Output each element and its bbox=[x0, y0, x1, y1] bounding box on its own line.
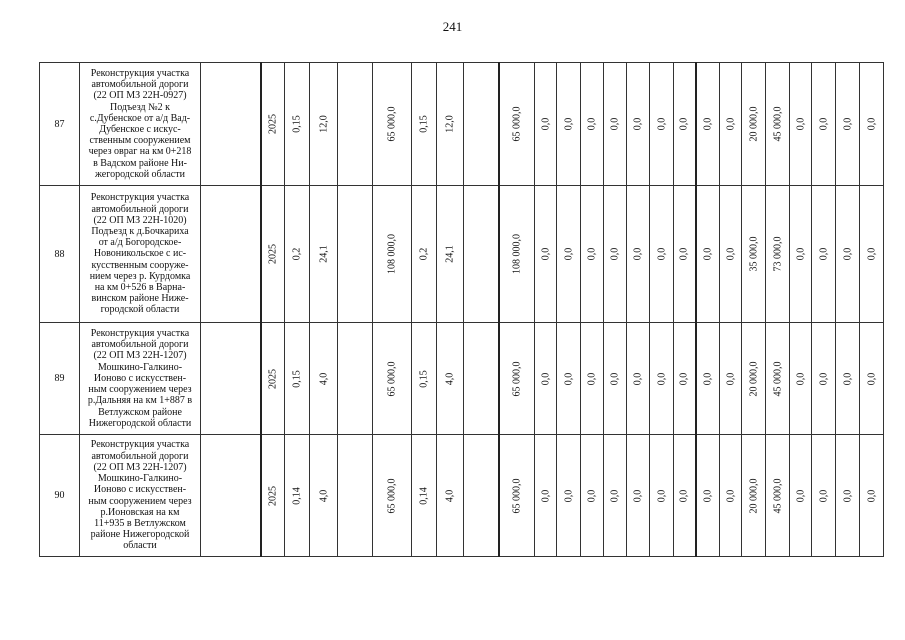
project-name-line: Мошкино-Галкино- bbox=[97, 361, 183, 373]
project-name bbox=[80, 435, 201, 557]
value-cell bbox=[627, 435, 650, 557]
project-name-line: (22 ОП МЗ 22Н-1020) bbox=[93, 214, 187, 226]
cell-value: 0,0 bbox=[725, 117, 736, 131]
value-cell bbox=[557, 186, 581, 323]
cell-value: 0,0 bbox=[586, 247, 598, 261]
value-cell bbox=[581, 435, 604, 557]
cell-value: 0,0 bbox=[540, 247, 551, 261]
cell-value: 0,0 bbox=[866, 372, 877, 385]
value-cell bbox=[464, 323, 499, 435]
value-cell bbox=[790, 186, 812, 323]
value-cell bbox=[338, 323, 373, 435]
row-number: 90 bbox=[40, 435, 80, 557]
cell-value: 12,0 bbox=[318, 115, 329, 133]
value-cell bbox=[742, 186, 766, 323]
value-cell bbox=[766, 63, 790, 186]
cell-value: 0,0 bbox=[702, 372, 714, 385]
project-name-line: Реконструкция участка bbox=[90, 192, 190, 204]
value-cell bbox=[373, 63, 412, 186]
cell-value: 0,0 bbox=[586, 489, 598, 502]
cell-value: 0,0 bbox=[842, 247, 853, 261]
cell-value: 45 000,0 bbox=[772, 478, 783, 513]
cell-value: 0,0 bbox=[842, 372, 853, 385]
cell-value: 0,0 bbox=[842, 117, 853, 131]
value-cell bbox=[464, 63, 499, 186]
project-name-line: ным сооружением через bbox=[88, 495, 192, 507]
cell-value: 4,0 bbox=[444, 372, 456, 385]
value-cell bbox=[604, 435, 627, 557]
cell-value: 0,0 bbox=[609, 372, 621, 385]
value-cell bbox=[261, 63, 285, 186]
table-row bbox=[40, 63, 884, 186]
value-cell bbox=[557, 323, 581, 435]
value-cell bbox=[604, 63, 627, 186]
cell-value: 0,14 bbox=[418, 486, 430, 505]
value-cell bbox=[581, 63, 604, 186]
project-name-line: Нижегородской области bbox=[88, 417, 192, 429]
value-cell bbox=[412, 63, 437, 186]
value-cell bbox=[766, 435, 790, 557]
cell-value: 35 000,0 bbox=[748, 236, 759, 272]
cell-value: 65 000,0 bbox=[511, 361, 523, 396]
value-cell bbox=[696, 435, 720, 557]
value-cell bbox=[499, 186, 535, 323]
project-name-line: Ионово с искусствен- bbox=[93, 372, 187, 384]
value-cell bbox=[860, 186, 884, 323]
value-cell bbox=[696, 186, 720, 323]
project-name-line: городской области bbox=[100, 304, 180, 316]
cell-value: 0,0 bbox=[866, 247, 877, 261]
project-name-line: кусственным сооруже- bbox=[91, 259, 189, 271]
cell-value: 0,0 bbox=[725, 247, 736, 261]
value-cell bbox=[338, 435, 373, 557]
project-name-line: автомобильной дороги bbox=[91, 79, 189, 91]
value-cell bbox=[790, 63, 812, 186]
value-cell bbox=[650, 435, 674, 557]
value-cell bbox=[437, 63, 464, 186]
cell-value: 0,0 bbox=[725, 372, 736, 385]
value-cell bbox=[860, 323, 884, 435]
project-name-line: Реконструкция участка bbox=[90, 439, 190, 451]
value-cell bbox=[285, 323, 310, 435]
cell-value: 0,15 bbox=[418, 115, 430, 133]
value-cell bbox=[557, 435, 581, 557]
value-cell bbox=[412, 435, 437, 557]
cell-value: 65 000,0 bbox=[386, 361, 398, 396]
value-cell bbox=[261, 435, 285, 557]
value-cell bbox=[464, 186, 499, 323]
cell-value: 0,0 bbox=[795, 247, 806, 261]
cell-value: 0,0 bbox=[702, 489, 714, 502]
project-name-line: автомобильной дороги bbox=[91, 339, 189, 351]
cell-value: 0,0 bbox=[563, 247, 574, 261]
cell-value: 0,0 bbox=[795, 117, 806, 131]
project-name-line: с.Дубенское от а/д Вад- bbox=[89, 112, 191, 124]
value-cell bbox=[437, 323, 464, 435]
cell-value: 0,0 bbox=[656, 117, 667, 131]
value-cell bbox=[696, 63, 720, 186]
cell-value: 20 000,0 bbox=[748, 478, 759, 513]
cell-value: 0,0 bbox=[609, 489, 621, 502]
value-cell bbox=[742, 435, 766, 557]
project-name-line: области bbox=[123, 540, 157, 552]
value-cell bbox=[674, 186, 696, 323]
value-cell bbox=[836, 323, 860, 435]
value-cell bbox=[720, 323, 742, 435]
project-name-line: (22 ОП МЗ 22Н-1207) bbox=[93, 350, 187, 362]
value-cell bbox=[535, 323, 557, 435]
cell-value: 0,0 bbox=[678, 372, 690, 385]
project-name-line: Ионово с искусствен- bbox=[93, 484, 187, 496]
cell-value: 65 000,0 bbox=[511, 106, 523, 142]
project-name-line: р.Дальняя на км 1+887 в bbox=[87, 395, 193, 407]
cell-value: 0,0 bbox=[563, 117, 574, 131]
cell-value: 0,2 bbox=[418, 247, 430, 261]
value-cell bbox=[627, 186, 650, 323]
value-cell bbox=[535, 435, 557, 557]
value-cell bbox=[627, 323, 650, 435]
value-cell bbox=[790, 323, 812, 435]
value-cell bbox=[742, 323, 766, 435]
value-cell bbox=[499, 63, 535, 186]
cell-value: 45 000,0 bbox=[772, 361, 783, 396]
project-name bbox=[80, 323, 201, 435]
row-number: 88 bbox=[40, 186, 80, 323]
value-cell bbox=[674, 435, 696, 557]
cell-value: 0,0 bbox=[842, 489, 853, 502]
value-cell bbox=[766, 186, 790, 323]
value-cell bbox=[464, 435, 499, 557]
value-cell bbox=[373, 186, 412, 323]
value-cell bbox=[674, 63, 696, 186]
cell-value: 0,0 bbox=[609, 247, 621, 261]
project-name-line: р.Ионовская на км bbox=[100, 506, 180, 518]
cell-value: 0,0 bbox=[609, 117, 621, 131]
cell-value: 0,0 bbox=[818, 117, 829, 131]
cell-value: 73 000,0 bbox=[772, 236, 783, 272]
value-cell bbox=[499, 323, 535, 435]
value-cell bbox=[201, 63, 261, 186]
value-cell bbox=[766, 323, 790, 435]
cell-value: 0,14 bbox=[291, 486, 303, 505]
cell-value: 0,0 bbox=[632, 372, 644, 385]
value-cell bbox=[310, 63, 338, 186]
value-cell bbox=[836, 63, 860, 186]
cell-value: 0,0 bbox=[656, 489, 667, 502]
value-cell bbox=[285, 435, 310, 557]
value-cell bbox=[412, 186, 437, 323]
value-cell bbox=[437, 186, 464, 323]
value-cell bbox=[836, 435, 860, 557]
cell-value: 0,0 bbox=[540, 372, 551, 385]
cell-value: 0,0 bbox=[632, 247, 644, 261]
cell-value: 0,0 bbox=[866, 489, 877, 502]
value-cell bbox=[836, 186, 860, 323]
project-name bbox=[80, 63, 201, 186]
cell-value: 0,2 bbox=[291, 247, 303, 261]
value-cell bbox=[696, 323, 720, 435]
page-number: 241 bbox=[442, 19, 463, 34]
cell-value: 0,0 bbox=[818, 489, 829, 502]
project-name-line: через овраг на км 0+218 bbox=[88, 146, 192, 158]
value-cell bbox=[674, 323, 696, 435]
cell-value: 0,0 bbox=[702, 247, 714, 261]
project-name-line: Дубенское с искус- bbox=[99, 124, 181, 135]
value-cell bbox=[812, 435, 836, 557]
value-cell bbox=[310, 435, 338, 557]
project-name-line: автомобильной дороги bbox=[91, 203, 189, 215]
project-name-line: Реконструкция участка bbox=[90, 67, 190, 79]
cell-value: 0,0 bbox=[632, 489, 644, 502]
cell-value: 0,0 bbox=[702, 117, 714, 131]
cell-value: 12,0 bbox=[444, 115, 456, 133]
cell-value: 20 000,0 bbox=[748, 106, 759, 142]
value-cell bbox=[557, 63, 581, 186]
table-row bbox=[40, 186, 884, 323]
cell-value: 0,0 bbox=[586, 117, 598, 131]
value-cell bbox=[812, 323, 836, 435]
value-cell bbox=[373, 323, 412, 435]
project-name-line: ным сооружением через bbox=[88, 384, 192, 396]
row-number: 87 bbox=[40, 63, 80, 186]
value-cell bbox=[499, 435, 535, 557]
cell-value: 4,0 bbox=[318, 372, 329, 385]
value-cell bbox=[650, 186, 674, 323]
cell-value: 0,0 bbox=[563, 372, 574, 385]
row-number: 89 bbox=[40, 323, 80, 435]
project-name-line: в Вадском районе Ни- bbox=[93, 157, 187, 169]
value-cell bbox=[860, 63, 884, 186]
value-cell bbox=[812, 186, 836, 323]
cell-value: 0,0 bbox=[656, 247, 667, 261]
value-cell bbox=[338, 186, 373, 323]
cell-value: 2025 bbox=[267, 244, 279, 264]
cell-value: 0,0 bbox=[795, 489, 806, 502]
cell-value: 0,0 bbox=[656, 372, 667, 385]
cell-value: 108 000,0 bbox=[511, 234, 523, 274]
cell-value: 0,0 bbox=[540, 117, 551, 131]
value-cell bbox=[581, 323, 604, 435]
value-cell bbox=[261, 186, 285, 323]
value-cell bbox=[373, 435, 412, 557]
project-name-line: 11+935 в Ветлужском bbox=[94, 517, 186, 529]
value-cell bbox=[338, 63, 373, 186]
value-cell bbox=[412, 323, 437, 435]
data-table bbox=[39, 62, 884, 557]
project-name-line: Мошкино-Галкино- bbox=[97, 473, 183, 485]
value-cell bbox=[604, 323, 627, 435]
cell-value: 2025 bbox=[267, 368, 279, 389]
cell-value: 65 000,0 bbox=[386, 478, 398, 513]
project-name-line: от а/д Богородское- bbox=[98, 237, 182, 249]
value-cell bbox=[650, 323, 674, 435]
cell-value: 0,0 bbox=[866, 117, 877, 131]
cell-value: 2025 bbox=[267, 485, 279, 506]
table-row bbox=[40, 323, 884, 435]
value-cell bbox=[604, 186, 627, 323]
cell-value: 65 000,0 bbox=[511, 478, 523, 513]
cell-value: 0,0 bbox=[586, 372, 598, 385]
project-name bbox=[80, 186, 201, 323]
project-name-line: Ветлужском районе bbox=[98, 406, 182, 418]
project-name-line: винском районе Ниже- bbox=[91, 293, 189, 305]
cell-value: 24,1 bbox=[318, 245, 329, 263]
value-cell bbox=[720, 435, 742, 557]
value-cell bbox=[720, 186, 742, 323]
cell-value: 108 000,0 bbox=[386, 234, 398, 274]
cell-value: 2025 bbox=[267, 114, 279, 134]
project-name-line: автомобильной дороги bbox=[91, 450, 189, 462]
cell-value: 4,0 bbox=[318, 489, 329, 502]
cell-value: 0,15 bbox=[418, 369, 430, 388]
cell-value: 24,1 bbox=[444, 245, 456, 263]
cell-value: 0,0 bbox=[540, 489, 551, 502]
cell-value: 0,0 bbox=[678, 117, 690, 131]
project-name-line: Подъезд к д.Бочкариха bbox=[91, 225, 189, 237]
value-cell bbox=[437, 435, 464, 557]
value-cell bbox=[650, 63, 674, 186]
cell-value: 65 000,0 bbox=[386, 106, 398, 142]
value-cell bbox=[261, 323, 285, 435]
table-row bbox=[40, 435, 884, 557]
value-cell bbox=[310, 323, 338, 435]
cell-value: 0,0 bbox=[725, 489, 736, 502]
cell-value: 0,0 bbox=[678, 489, 690, 502]
cell-value: 0,15 bbox=[291, 115, 303, 133]
project-name-line: жегородской области bbox=[95, 168, 185, 180]
value-cell bbox=[310, 186, 338, 323]
project-name-line: Реконструкция участка bbox=[90, 328, 190, 340]
project-name-line: нием через р. Курдомка bbox=[89, 270, 191, 282]
project-name-line: (22 ОП МЗ 22Н-1207) bbox=[93, 461, 187, 473]
value-cell bbox=[812, 63, 836, 186]
value-cell bbox=[201, 323, 261, 435]
project-name-line: на км 0+526 в Варна- bbox=[94, 282, 186, 293]
cell-value: 0,0 bbox=[563, 489, 574, 502]
cell-value: 45 000,0 bbox=[772, 106, 783, 142]
project-name-line: Новоникольское с ис- bbox=[93, 248, 187, 260]
value-cell bbox=[201, 186, 261, 323]
cell-value: 0,15 bbox=[291, 369, 303, 388]
cell-value: 4,0 bbox=[444, 489, 456, 502]
value-cell bbox=[285, 63, 310, 186]
cell-value: 20 000,0 bbox=[748, 361, 759, 396]
project-name-line: Подъезд №2 к bbox=[109, 101, 170, 113]
value-cell bbox=[201, 435, 261, 557]
project-name-line: районе Нижегородской bbox=[90, 529, 190, 541]
value-cell bbox=[790, 435, 812, 557]
value-cell bbox=[627, 63, 650, 186]
value-cell bbox=[742, 63, 766, 186]
value-cell bbox=[581, 186, 604, 323]
cell-value: 0,0 bbox=[678, 247, 690, 261]
value-cell bbox=[535, 186, 557, 323]
value-cell bbox=[720, 63, 742, 186]
cell-value: 0,0 bbox=[795, 372, 806, 385]
value-cell bbox=[860, 435, 884, 557]
cell-value: 0,0 bbox=[818, 372, 829, 385]
value-cell bbox=[535, 63, 557, 186]
project-name-line: (22 ОП МЗ 22Н-0927) bbox=[93, 90, 187, 102]
cell-value: 0,0 bbox=[632, 117, 644, 131]
cell-value: 0,0 bbox=[818, 247, 829, 261]
value-cell bbox=[285, 186, 310, 323]
project-name-line: ственным сооружением bbox=[89, 135, 191, 147]
